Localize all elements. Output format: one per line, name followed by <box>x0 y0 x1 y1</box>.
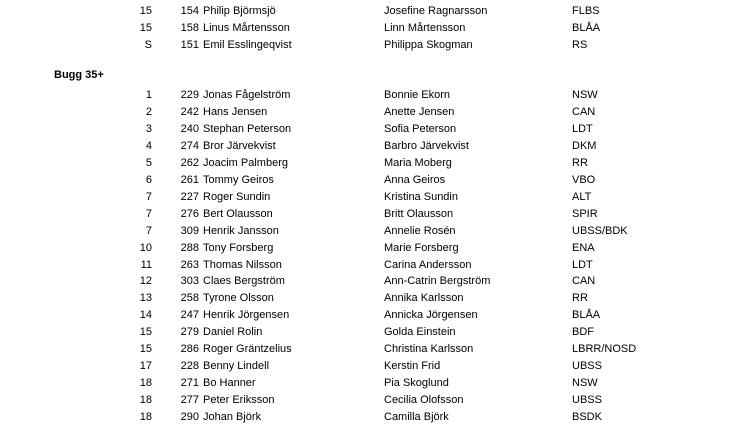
start-number-cell: 229 <box>180 89 199 101</box>
start-number-cell: 271 <box>180 377 199 390</box>
club-cell: NSW <box>572 89 598 101</box>
leader-name-cell: Daniel Rolin <box>203 326 263 339</box>
start-number-cell: 261 <box>180 173 199 186</box>
club-cell: LBRR/NOSD <box>572 343 637 356</box>
club-cell: UBSS <box>572 394 602 407</box>
club-cell: BLÅA <box>572 22 601 34</box>
club-cell: UBSS <box>572 360 602 373</box>
follower-name-cell: Linn Mårtensson <box>384 22 466 34</box>
place-cell: 11 <box>140 258 152 271</box>
leader-name-cell: Linus Mårtensson <box>203 22 290 34</box>
result-row <box>0 273 746 290</box>
follower-name-cell: Britt Olausson <box>384 207 454 220</box>
place-cell: 7 <box>145 190 152 203</box>
start-number-cell: 154 <box>180 5 199 17</box>
place-cell: 14 <box>139 309 152 322</box>
follower-name-cell: Anna Geiros <box>384 173 446 186</box>
place-cell: 10 <box>139 241 152 254</box>
leader-name-cell: Roger Sundin <box>203 190 271 203</box>
result-row <box>0 375 746 392</box>
club-cell: BLÅA <box>572 309 601 322</box>
leader-name-cell: Stephan Peterson <box>203 122 292 135</box>
start-number-cell: 158 <box>180 22 199 34</box>
result-row <box>0 138 746 155</box>
leader-name-cell: Philip Björmsjö <box>203 5 276 17</box>
result-row <box>0 189 746 206</box>
start-number-cell: 274 <box>180 139 199 152</box>
place-cell: S <box>144 39 152 51</box>
leader-name-cell: Jonas Fågelström <box>203 89 291 101</box>
result-row <box>0 87 746 104</box>
leader-name-cell: Thomas Nilsson <box>203 258 282 271</box>
start-number-cell: 258 <box>180 292 199 305</box>
result-row <box>0 290 746 307</box>
start-number-cell: 309 <box>180 224 199 237</box>
place-cell: 13 <box>139 292 152 305</box>
club-cell: LDT <box>572 258 593 271</box>
leader-name-cell: Bo Hanner <box>203 377 256 390</box>
place-cell: 5 <box>145 156 152 169</box>
leader-name-cell: Roger Gräntzelius <box>203 343 292 356</box>
start-number-cell: 151 <box>180 39 199 51</box>
leader-name-cell: Peter Eriksson <box>203 394 275 407</box>
place-cell: 18 <box>139 394 152 407</box>
result-row <box>0 121 746 138</box>
leader-name-cell: Bror Järvekvist <box>203 139 276 152</box>
leader-name-cell: Tyrone Olsson <box>203 292 274 305</box>
club-cell: NSW <box>572 377 598 390</box>
place-cell: 15 <box>139 343 152 356</box>
result-row <box>0 223 746 240</box>
start-number-cell: 290 <box>180 411 199 424</box>
follower-name-cell: Annicka Jörgensen <box>384 309 478 322</box>
club-cell: BSDK <box>572 411 602 424</box>
place-cell: 18 <box>139 411 152 424</box>
place-cell: 2 <box>145 105 152 118</box>
start-number-cell: 288 <box>180 241 199 254</box>
place-cell: 7 <box>145 224 152 237</box>
follower-name-cell: Sofia Peterson <box>384 122 457 135</box>
follower-name-cell: Philippa Skogman <box>384 39 473 51</box>
leader-name-cell: Johan Björk <box>203 411 262 424</box>
place-cell: 4 <box>145 139 152 152</box>
start-number-cell: 240 <box>180 122 199 135</box>
place-cell: 12 <box>139 275 152 288</box>
leader-name-cell: Henrik Jansson <box>203 224 279 237</box>
leader-name-cell: Emil Esslingeqvist <box>203 39 292 51</box>
follower-name-cell: Annika Karlsson <box>384 292 464 305</box>
follower-name-cell: Kerstin Frid <box>384 360 441 373</box>
place-cell: 7 <box>145 207 152 220</box>
follower-name-cell: Cecilia Olofsson <box>384 394 464 407</box>
club-cell: BDF <box>572 326 594 339</box>
club-cell: ENA <box>572 241 595 254</box>
club-cell: LDT <box>572 122 593 135</box>
start-number-cell: 227 <box>180 190 199 203</box>
leader-name-cell: Joacim Palmberg <box>203 156 288 169</box>
club-cell: VBO <box>572 173 596 186</box>
place-cell: 6 <box>145 173 152 186</box>
place-cell: 3 <box>145 122 152 135</box>
result-row <box>0 358 746 375</box>
result-row <box>0 392 746 409</box>
club-cell: SPIR <box>572 207 598 220</box>
leader-name-cell: Bert Olausson <box>203 207 273 220</box>
section-title: Bugg 35+ <box>54 69 104 81</box>
follower-name-cell: Annelie Rosén <box>384 224 456 237</box>
follower-name-cell: Christina Karlsson <box>384 343 474 356</box>
result-row <box>0 3 746 20</box>
follower-name-cell: Maria Moberg <box>384 156 452 169</box>
follower-name-cell: Marie Forsberg <box>384 241 459 254</box>
club-cell: FLBS <box>572 5 600 17</box>
club-cell: ALT <box>572 190 592 203</box>
club-cell: DKM <box>572 139 597 152</box>
start-number-cell: 279 <box>180 326 199 339</box>
club-cell: CAN <box>572 275 596 288</box>
leader-name-cell: Hans Jensen <box>203 105 268 118</box>
result-row <box>0 37 746 54</box>
leader-name-cell: Henrik Jörgensen <box>203 309 290 322</box>
place-cell: 17 <box>139 360 152 373</box>
follower-name-cell: Bonnie Ekorn <box>384 89 451 101</box>
follower-name-cell: Kristina Sundin <box>384 190 458 203</box>
follower-name-cell: Carina Andersson <box>384 258 472 271</box>
result-row <box>0 257 746 274</box>
start-number-cell: 247 <box>180 309 199 322</box>
result-row <box>0 341 746 358</box>
result-row <box>0 155 746 172</box>
leader-name-cell: Benny Lindell <box>203 360 270 373</box>
result-row <box>0 307 746 324</box>
start-number-cell: 242 <box>180 105 199 118</box>
follower-name-cell: Golda Einstein <box>384 326 456 339</box>
club-cell: RR <box>572 156 588 169</box>
result-row <box>0 206 746 223</box>
club-cell: CAN <box>572 105 596 118</box>
start-number-cell: 277 <box>180 394 199 407</box>
place-cell: 15 <box>139 326 152 339</box>
leader-name-cell: Tony Forsberg <box>203 241 274 254</box>
follower-name-cell: Anette Jensen <box>384 105 455 118</box>
place-cell: 15 <box>139 5 152 17</box>
place-cell: 1 <box>145 89 152 101</box>
start-number-cell: 276 <box>180 207 199 220</box>
result-row <box>0 240 746 257</box>
club-cell: RR <box>572 292 588 305</box>
follower-name-cell: Pia Skoglund <box>384 377 449 390</box>
start-number-cell: 303 <box>180 275 199 288</box>
follower-name-cell: Josefine Ragnarsson <box>384 5 488 17</box>
start-number-cell: 228 <box>180 360 199 373</box>
follower-name-cell: Ann-Catrin Bergström <box>384 275 491 288</box>
place-cell: 15 <box>139 22 152 34</box>
place-cell: 18 <box>139 377 152 390</box>
start-number-cell: 263 <box>180 258 199 271</box>
result-row <box>0 172 746 189</box>
club-cell: UBSS/BDK <box>572 224 628 237</box>
leader-name-cell: Claes Bergström <box>203 275 285 288</box>
follower-name-cell: Camilla Björk <box>384 411 449 424</box>
follower-name-cell: Barbro Järvekvist <box>384 139 469 152</box>
start-number-cell: 286 <box>180 343 199 356</box>
start-number-cell: 262 <box>180 156 199 169</box>
result-row <box>0 20 746 37</box>
leader-name-cell: Tommy Geiros <box>203 173 274 186</box>
result-row <box>0 324 746 341</box>
result-row <box>0 104 746 121</box>
club-cell: RS <box>572 39 588 51</box>
result-row <box>0 409 746 426</box>
